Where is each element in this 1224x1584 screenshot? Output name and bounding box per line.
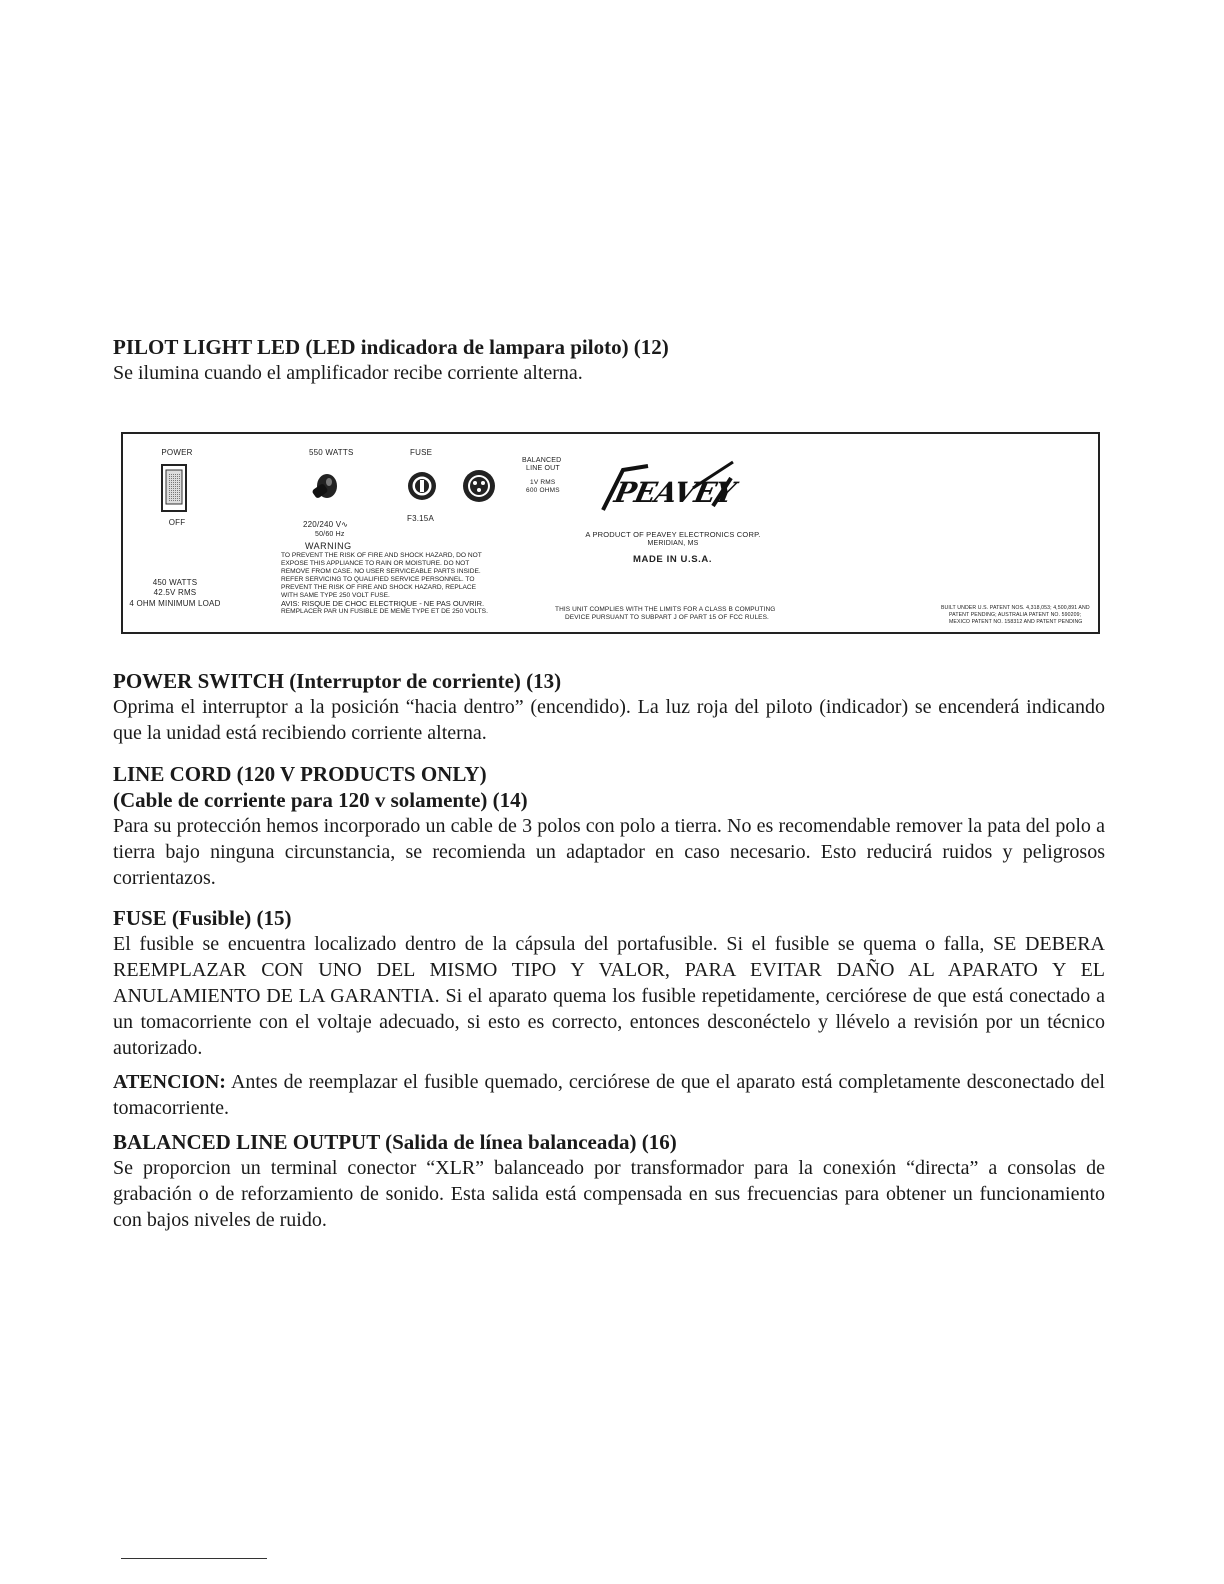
logo-text: PEAVEY bbox=[611, 476, 738, 509]
attention-label: ATENCION: bbox=[113, 1071, 226, 1093]
fuse-heading: FUSE (Fusible) (15) bbox=[113, 906, 292, 930]
rear-panel-diagram bbox=[121, 432, 1100, 634]
balanced-label-4: 600 OHMS bbox=[526, 487, 560, 494]
meridian-label: MERIDIAN, MS bbox=[647, 540, 699, 547]
pilot-light-heading: PILOT LIGHT LED (LED indicadora de lampara piloto) (12) bbox=[113, 335, 669, 359]
fuse-rating-label: F3.15A bbox=[407, 514, 434, 523]
patent-line-2: PATENT PENDING; AUSTRALIA PATENT NO. 590209; bbox=[949, 612, 1082, 618]
power-label: POWER bbox=[161, 448, 193, 457]
section-balanced-output bbox=[113, 1129, 1105, 1233]
balanced-label-1: BALANCED bbox=[522, 457, 562, 464]
fuse-body: El fusible se encuentra localizado dentro de la cápsula del portafusible. Si el fusible se quema o falla, SE DEBERA REEMPLAZAR CON UNO DEL MISMO TIPO Y VALOR, PARA EVITAR DAÑO AL APARATO Y EL ANULAMIENTO DE LA GARANTIA. Si el aparato quema los fusible repetidamente, cerciórese de que está conectado a un tomacorriente con el voltaje adecuado, si esto es correcto, entonces desconéctelo y llévelo a revisión por un técnico autorizado. bbox=[113, 933, 1105, 1059]
balanced-label-2: LINE OUT bbox=[526, 465, 560, 472]
output-watts-label: 450 WATTS bbox=[152, 578, 198, 587]
line-cord-subheading: (Cable de corriente para 120 v solamente) (14) bbox=[113, 788, 528, 812]
off-label: OFF bbox=[168, 518, 186, 527]
output-rms-label: 42.5V RMS bbox=[153, 588, 197, 597]
line-cord-icon bbox=[311, 472, 339, 504]
line-cord-body: Para su protección hemos incorporado un cable de 3 polos con polo a tierra. No es recomendable remover la pata del polo a tierra bajo ninguna circunstancia, se recomienda un adaptador en caso necesario. Esto reducirá ruidos y peligrosos corrientazos. bbox=[113, 815, 1105, 889]
voltage-label: 220/240 V∿ bbox=[303, 520, 349, 529]
warning-title: WARNING bbox=[305, 541, 352, 551]
fcc-line-2: DEVICE PURSUANT TO SUBPART J OF PART 15 OF FCC RULES. bbox=[565, 614, 769, 621]
made-in-label: MADE IN U.S.A. bbox=[633, 554, 713, 565]
power-watts-label: 550 WATTS bbox=[309, 448, 354, 457]
fcc-line-1: THIS UNIT COMPLIES WITH THE LIMITS FOR A CLASS B COMPUTING bbox=[555, 606, 776, 613]
frequency-label: 50/60 Hz bbox=[315, 531, 345, 538]
pilot-light-body: Se ilumina cuando el amplificador recibe corriente alterna. bbox=[113, 362, 583, 384]
xlr-connector-icon bbox=[462, 469, 496, 503]
product-of-label: A PRODUCT OF PEAVEY ELECTRONICS CORP. bbox=[585, 530, 761, 539]
warning-line: PREVENT THE RISK OF FIRE AND SHOCK HAZARD, REPLACE bbox=[281, 584, 477, 591]
patent-line-3: MEXICO PATENT NO. 158312 AND PATENT PENDING bbox=[949, 619, 1083, 625]
warning-line: TO PREVENT THE RISK OF FIRE AND SHOCK HAZARD, DO NOT bbox=[281, 552, 482, 559]
warning-line: EXPOSE THIS APPLIANCE TO RAIN OR MOISTURE. DO NOT bbox=[281, 560, 470, 567]
warning-line: REMOVE FROM CASE. NO USER SERVICEABLE PARTS INSIDE. bbox=[281, 568, 481, 575]
warning-line: REFER SERVICING TO QUALIFIED SERVICE PERSONNEL. TO bbox=[281, 576, 475, 583]
fuse-attention bbox=[113, 1069, 1105, 1121]
section-fuse bbox=[113, 905, 1105, 1121]
output-load-label: 4 OHM MINIMUM LOAD bbox=[129, 599, 221, 608]
warning-line: WITH SAME TYPE 250 VOLT FUSE. bbox=[281, 592, 390, 599]
patent-line-1: BUILT UNDER U.S. PATENT NOS. 4,318,053; 4,500,891 AND bbox=[941, 605, 1090, 611]
section-pilot-light bbox=[113, 334, 1105, 386]
peavey-logo bbox=[593, 458, 743, 518]
section-power-switch bbox=[113, 668, 1105, 746]
fuse-label: FUSE bbox=[410, 448, 433, 457]
warning-line: AVIS: RISQUE DE CHOC ELECTRIQUE - NE PAS OUVRIR. bbox=[281, 599, 485, 608]
attention-body: Antes de reemplazar el fusible quemado, cerciórese de que el aparato está completamente desconectado del tomacorriente. bbox=[113, 1071, 1105, 1119]
balanced-output-body: Se proporcion un terminal conector “XLR” balanceado por transformador para la conexión “directa” a consolas de grabación o de reforzamiento de sonido. Esta salida está compensada en sus frecuencias para obtener un funcionamiento con bajos niveles de ruido. bbox=[113, 1157, 1105, 1231]
section-line-cord bbox=[113, 761, 1105, 891]
balanced-label-3: 1V RMS bbox=[530, 479, 556, 486]
fuse-holder-icon bbox=[407, 471, 437, 501]
warning-text bbox=[281, 552, 488, 616]
line-cord-heading: LINE CORD (120 V PRODUCTS ONLY) bbox=[113, 762, 487, 786]
power-switch-heading: POWER SWITCH (Interruptor de corriente) (13) bbox=[113, 669, 562, 693]
power-switch-body: Oprima el interruptor a la posición “hacia dentro” (encendido). La luz roja del piloto (indicador) se encenderá indicando que la unidad está recibiendo corriente alterna. bbox=[113, 696, 1105, 744]
power-switch-icon bbox=[161, 464, 187, 512]
footnote-rule bbox=[121, 1558, 267, 1559]
balanced-output-heading: BALANCED LINE OUTPUT (Salida de línea balanceada) (16) bbox=[113, 1130, 677, 1154]
warning-line: REMPLACER PAR UN FUSIBLE DE MEME TYPE ET DE 250 VOLTS. bbox=[281, 608, 488, 615]
